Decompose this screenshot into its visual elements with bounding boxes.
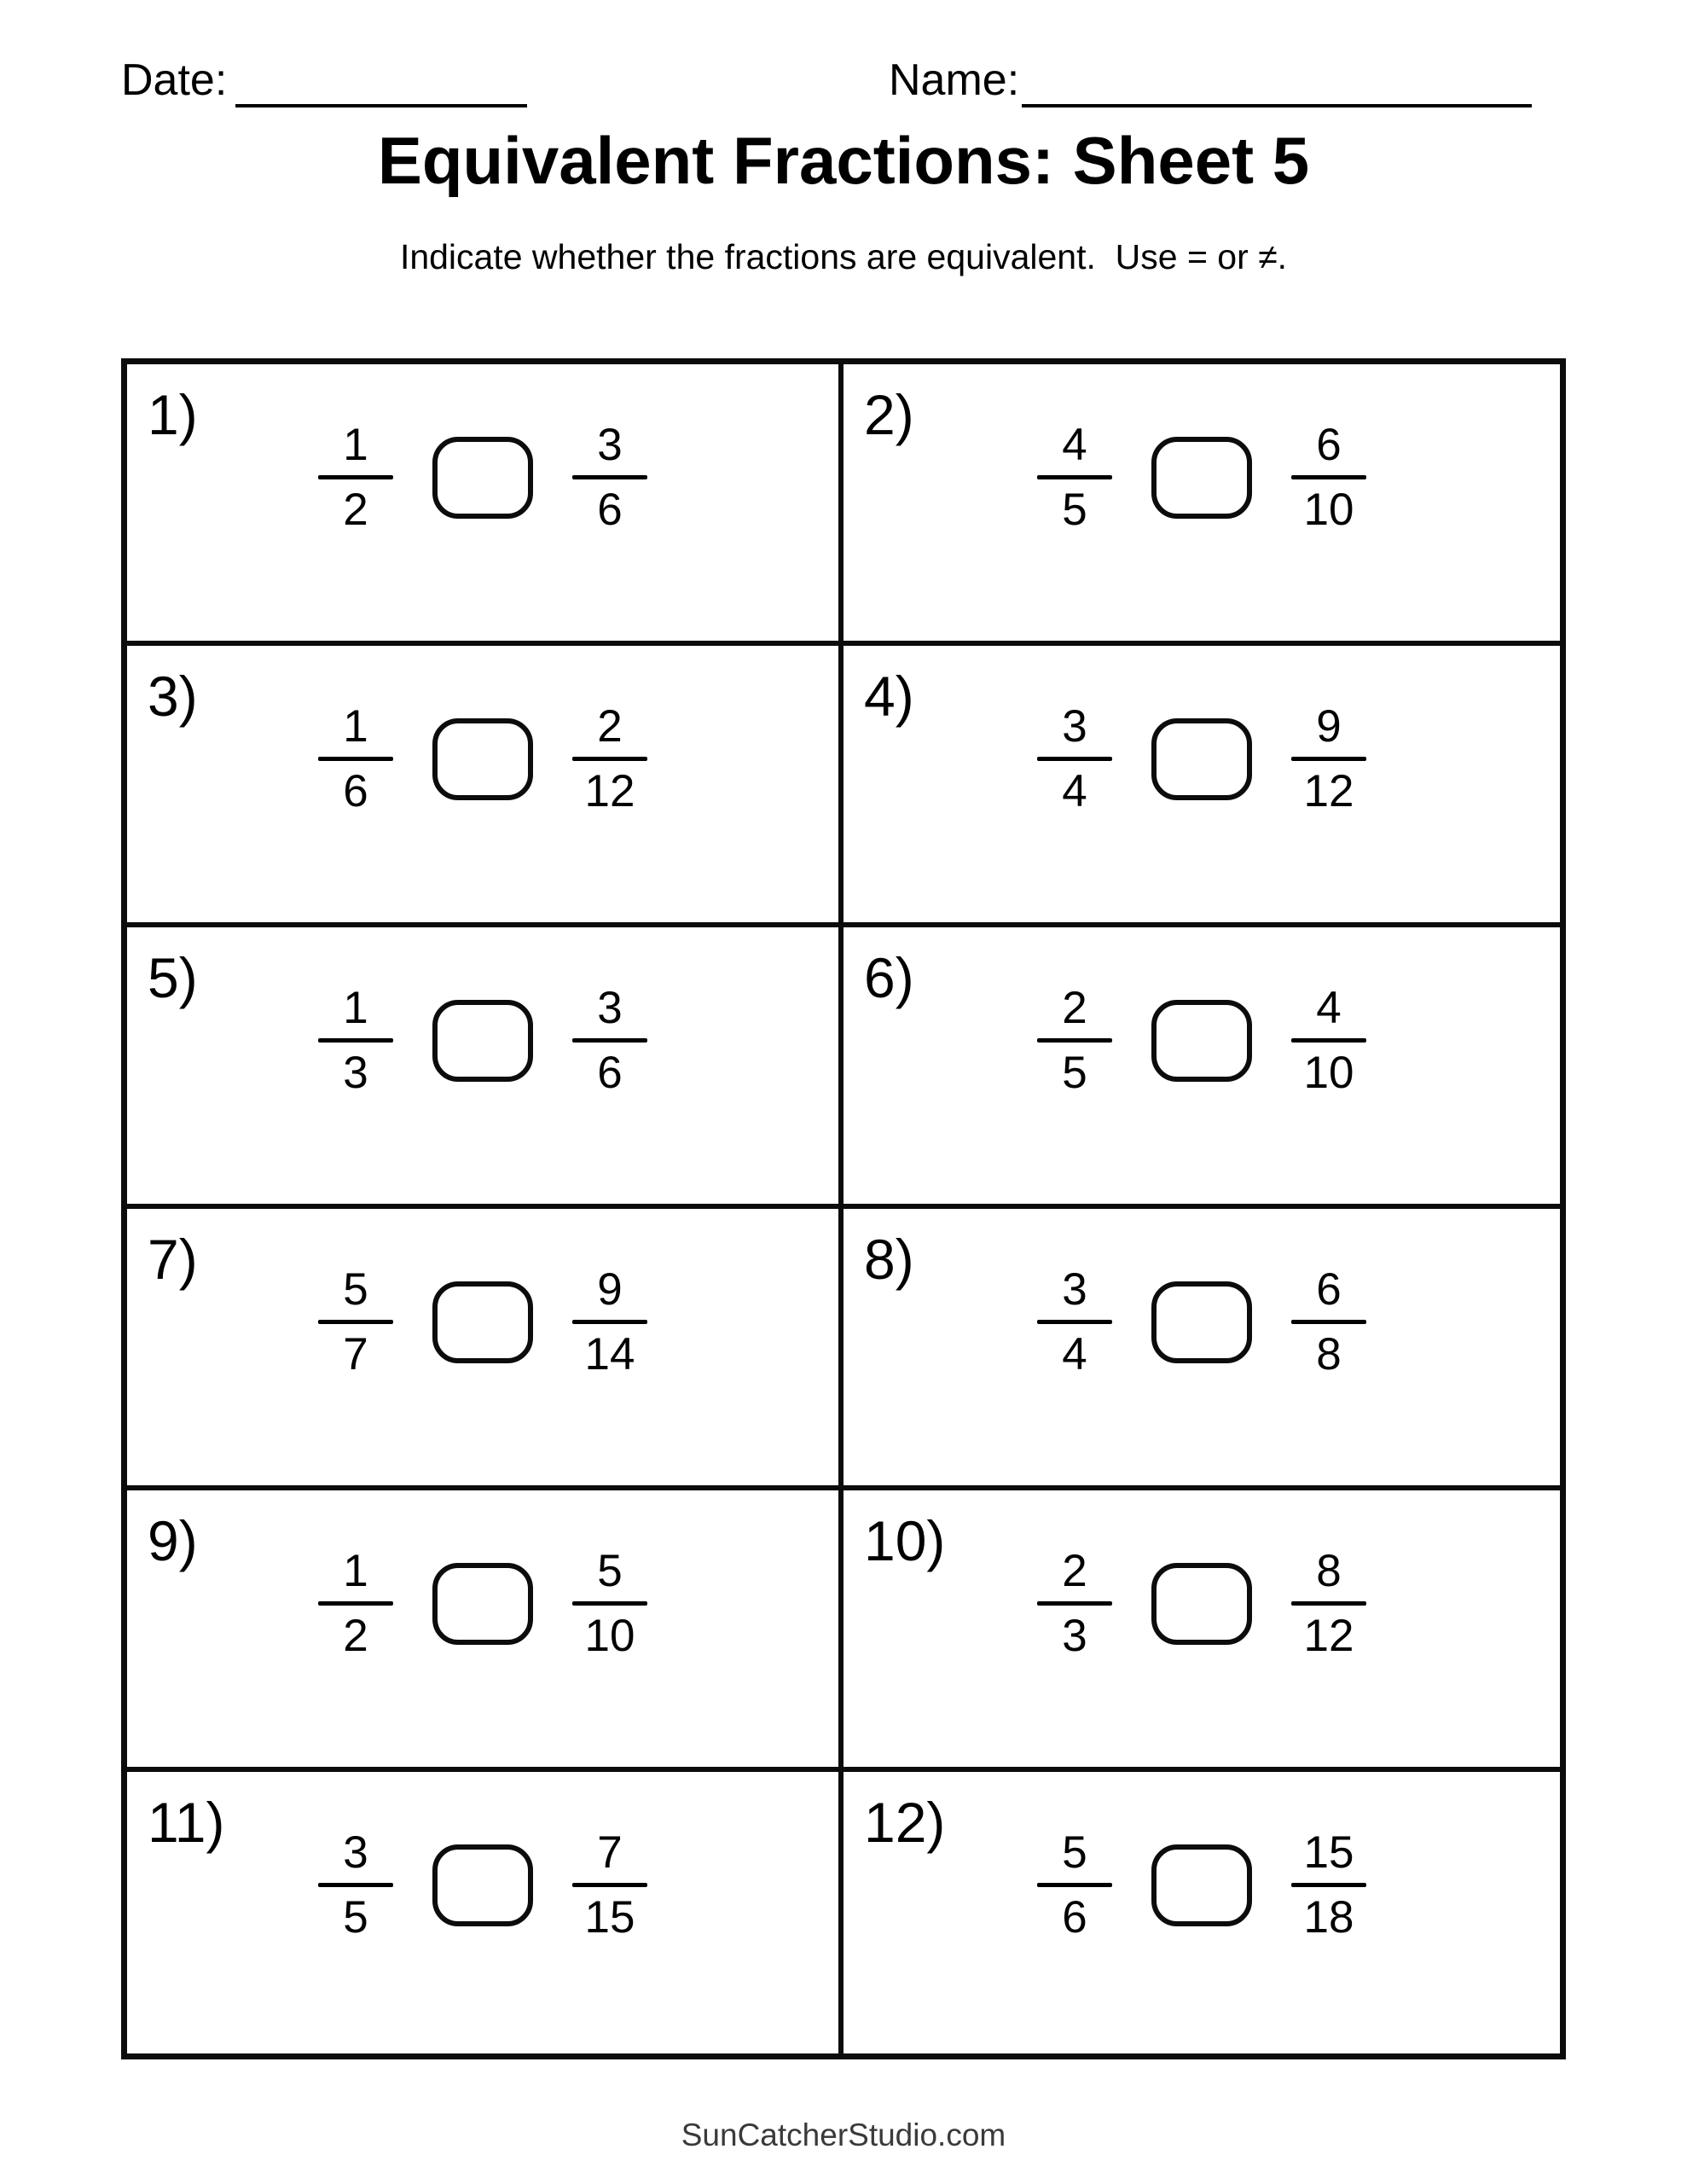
fraction-numerator: 1 (343, 420, 368, 470)
fraction-numerator: 1 (343, 983, 368, 1033)
fraction-denominator: 2 (343, 1611, 368, 1661)
problem-row (844, 1827, 1560, 1943)
problem-row (844, 420, 1560, 535)
problem-number: 10) (864, 1509, 946, 1572)
fraction-right (572, 701, 647, 816)
fraction-right (572, 1264, 647, 1380)
fraction-bar (1037, 1038, 1112, 1043)
fraction-bar (318, 1320, 393, 1324)
fraction-numerator: 3 (597, 983, 623, 1033)
fraction-numerator: 2 (597, 701, 623, 752)
problem-cell-12 (844, 1772, 1560, 2053)
problem-number: 7) (148, 1228, 198, 1291)
fraction-numerator: 2 (1062, 1546, 1087, 1596)
problem-row (844, 1264, 1560, 1380)
fraction-denominator: 5 (1062, 485, 1087, 535)
fraction-bar (318, 1601, 393, 1606)
problem-cell-9 (127, 1490, 844, 1772)
fraction-denominator: 12 (1303, 1611, 1354, 1661)
date-label: Date: (121, 55, 228, 105)
problem-number: 6) (864, 946, 914, 1009)
fraction-numerator: 5 (343, 1264, 368, 1315)
fraction-denominator: 4 (1062, 1329, 1087, 1380)
problem-cell-4 (844, 646, 1560, 927)
fraction-bar (318, 757, 393, 761)
problem-cell-8 (844, 1209, 1560, 1490)
fraction-bar (1291, 1038, 1366, 1043)
problem-number: 4) (864, 665, 914, 728)
problem-cell-6 (844, 927, 1560, 1209)
problem-row (127, 1264, 838, 1380)
fraction-right (572, 420, 647, 535)
fraction-denominator: 6 (343, 766, 368, 816)
fraction-left (1037, 420, 1112, 535)
fraction-left (1037, 1264, 1112, 1380)
instruction-text: Indicate whether the fractions are equivalent. Use = or ≠. (399, 237, 1288, 276)
fraction-bar (572, 1601, 647, 1606)
fraction-numerator: 3 (597, 420, 623, 470)
fraction-bar (1291, 1883, 1366, 1887)
fraction-bar (572, 1038, 647, 1043)
problem-number: 2) (864, 383, 914, 446)
fraction-left (318, 701, 393, 816)
fraction-denominator: 10 (1303, 1048, 1354, 1098)
problem-row (127, 701, 838, 816)
fraction-denominator: 2 (343, 485, 368, 535)
fraction-left (318, 1546, 393, 1661)
fraction-numerator: 6 (1316, 420, 1342, 470)
fraction-numerator: 3 (1062, 701, 1087, 752)
answer-box[interactable] (1151, 1844, 1252, 1926)
fraction-bar (572, 1320, 647, 1324)
fraction-denominator: 10 (584, 1611, 635, 1661)
page-title: Equivalent Fractions: Sheet 5 (377, 123, 1310, 198)
fraction-denominator: 12 (584, 766, 635, 816)
fraction-numerator: 3 (1062, 1264, 1087, 1315)
answer-box[interactable] (1151, 1563, 1252, 1645)
fraction-right (1291, 1546, 1366, 1661)
fraction-bar (1037, 1601, 1112, 1606)
fraction-denominator: 4 (1062, 766, 1087, 816)
fraction-bar (1291, 1601, 1366, 1606)
problem-cell-10 (844, 1490, 1560, 1772)
fraction-left (1037, 1546, 1112, 1661)
answer-box[interactable] (432, 1844, 533, 1926)
fraction-denominator: 14 (584, 1329, 635, 1380)
problem-row (844, 701, 1560, 816)
fraction-right (1291, 1827, 1366, 1943)
answer-box[interactable] (432, 1281, 533, 1363)
answer-box[interactable] (432, 718, 533, 800)
fraction-right (1291, 420, 1366, 535)
problem-number: 11) (148, 1791, 225, 1854)
fraction-left (318, 420, 393, 535)
fraction-bar (318, 1883, 393, 1887)
fraction-right (572, 1546, 647, 1661)
fraction-denominator: 6 (597, 1048, 623, 1098)
problem-cell-5 (127, 927, 844, 1209)
fraction-bar (572, 757, 647, 761)
fraction-numerator: 15 (1303, 1827, 1354, 1878)
answer-box[interactable] (1151, 437, 1252, 519)
fraction-numerator: 7 (597, 1827, 623, 1878)
fraction-left (318, 1827, 393, 1943)
fraction-left (318, 1264, 393, 1380)
fraction-denominator: 5 (1062, 1048, 1087, 1098)
problem-row (844, 1546, 1560, 1661)
problem-number: 9) (148, 1509, 198, 1572)
problem-number: 1) (148, 383, 198, 446)
fraction-bar (572, 1883, 647, 1887)
fraction-bar (1037, 1883, 1112, 1887)
fraction-bar (1291, 475, 1366, 479)
fraction-denominator: 7 (343, 1329, 368, 1380)
fraction-denominator: 8 (1316, 1329, 1342, 1380)
fraction-bar (1037, 1320, 1112, 1324)
fraction-numerator: 9 (597, 1264, 623, 1315)
answer-box[interactable] (432, 1000, 533, 1082)
name-blank-line[interactable] (1022, 104, 1532, 107)
fraction-numerator: 2 (1062, 983, 1087, 1033)
fraction-bar (1291, 757, 1366, 761)
fraction-numerator: 1 (343, 701, 368, 752)
problem-number: 12) (864, 1791, 946, 1854)
answer-box[interactable] (432, 437, 533, 519)
fraction-right (1291, 701, 1366, 816)
fraction-numerator: 5 (597, 1546, 623, 1596)
fraction-numerator: 3 (343, 1827, 368, 1878)
problem-number: 3) (148, 665, 198, 728)
problem-row (127, 420, 838, 535)
fraction-left (318, 983, 393, 1098)
fraction-bar (318, 1038, 393, 1043)
problem-cell-7 (127, 1209, 844, 1490)
problem-number: 8) (864, 1228, 914, 1291)
problem-cell-2 (844, 364, 1560, 646)
fraction-bar (572, 475, 647, 479)
fraction-denominator: 6 (597, 485, 623, 535)
problem-cell-1 (127, 364, 844, 646)
problem-row (127, 1827, 838, 1943)
fraction-numerator: 6 (1316, 1264, 1342, 1315)
problem-row (127, 983, 838, 1098)
problem-row (127, 1546, 838, 1661)
footer-credit: SunCatcherStudio.com (681, 2117, 1006, 2152)
fraction-denominator: 12 (1303, 766, 1354, 816)
fraction-bar (1037, 475, 1112, 479)
fraction-right (1291, 983, 1366, 1098)
fraction-numerator: 8 (1316, 1546, 1342, 1596)
fraction-left (1037, 1827, 1112, 1943)
fraction-left (1037, 983, 1112, 1098)
answer-box[interactable] (1151, 718, 1252, 800)
fraction-bar (318, 475, 393, 479)
date-blank-line[interactable] (235, 104, 527, 107)
fraction-denominator: 15 (584, 1892, 635, 1943)
fraction-denominator: 6 (1062, 1892, 1087, 1943)
fraction-right (572, 1827, 647, 1943)
fraction-denominator: 3 (343, 1048, 368, 1098)
problem-cell-3 (127, 646, 844, 927)
fraction-left (1037, 701, 1112, 816)
problems-grid (121, 358, 1566, 2059)
answer-box[interactable] (1151, 1281, 1252, 1363)
fraction-numerator: 1 (343, 1546, 368, 1596)
answer-box[interactable] (1151, 1000, 1252, 1082)
fraction-denominator: 5 (343, 1892, 368, 1943)
answer-box[interactable] (432, 1563, 533, 1645)
fraction-bar (1037, 757, 1112, 761)
fraction-denominator: 10 (1303, 485, 1354, 535)
problem-cell-11 (127, 1772, 844, 2053)
fraction-numerator: 9 (1316, 701, 1342, 752)
problem-row (844, 983, 1560, 1098)
problem-number: 5) (148, 946, 198, 1009)
fraction-numerator: 4 (1316, 983, 1342, 1033)
fraction-numerator: 4 (1062, 420, 1087, 470)
fraction-denominator: 3 (1062, 1611, 1087, 1661)
fraction-bar (1291, 1320, 1366, 1324)
fraction-right (1291, 1264, 1366, 1380)
name-label: Name: (889, 55, 1020, 105)
fraction-right (572, 983, 647, 1098)
fraction-denominator: 18 (1303, 1892, 1354, 1943)
fraction-numerator: 5 (1062, 1827, 1087, 1878)
